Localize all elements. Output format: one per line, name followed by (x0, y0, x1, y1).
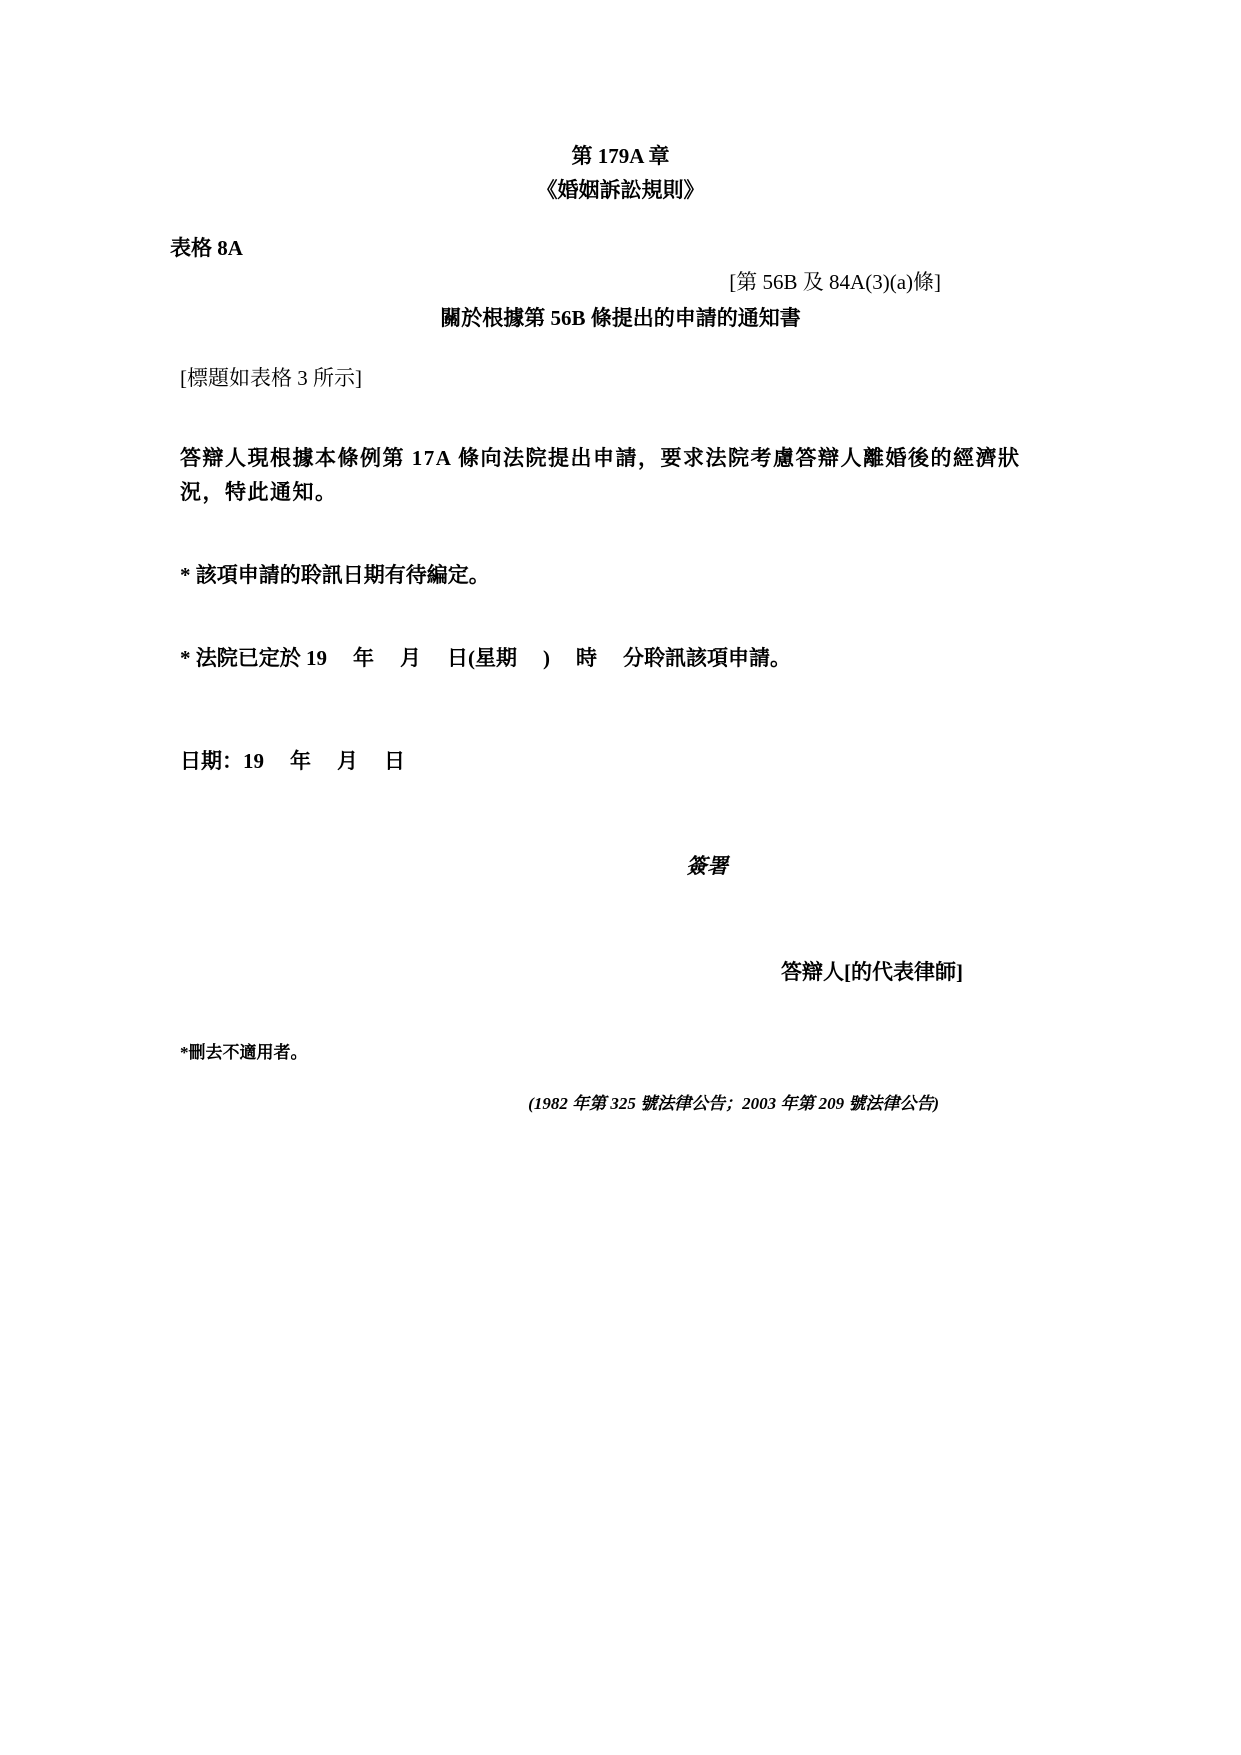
caption-note: [標題如表格 3 所示] (180, 366, 362, 390)
hearing-prefix: * 法院已定於 19 (180, 646, 327, 670)
form-number: 表格 8A (170, 236, 243, 260)
notice-paragraph-line2: 況，特此通知。 (180, 480, 338, 504)
form-heading: 關於根據第 56B 條提出的申請的通知書 (440, 306, 801, 330)
hearing-day-label: 日(星期 (447, 646, 517, 670)
date-year-label: 年 (290, 749, 311, 773)
hearing-year-label: 年 (353, 646, 374, 670)
signature-label: 簽署 (686, 854, 728, 878)
date-day-label: 日 (384, 749, 405, 773)
hearing-weekday-close: ) (543, 646, 550, 670)
rules-title: 《婚姻訴訟規則》 (536, 178, 705, 202)
date-month-label: 月 (337, 749, 358, 773)
date-line (180, 747, 405, 775)
sections-reference: [第 56B 及 84A(3)(a)條] (729, 270, 941, 294)
hearing-month-label: 月 (400, 646, 421, 670)
signatory-party: 答辯人[的代表律師] (781, 960, 963, 984)
hearing-hour-label: 時 (576, 646, 597, 670)
option-hearing-pending: * 該項申請的聆訊日期有待編定。 (180, 563, 490, 587)
notice-paragraph-line1: 答辯人現根據本條例第 17A 條向法院提出申請，要求法院考慮答辯人離婚後的經濟狀 (180, 446, 1021, 470)
footnote: *刪去不適用者。 (180, 1043, 308, 1062)
hearing-minute-label: 分聆訊該項申請。 (623, 646, 791, 670)
legal-notice-citation: (1982 年第 325 號法律公告；2003 年第 209 號法律公告) (528, 1094, 939, 1113)
date-prefix: 日期：19 (180, 749, 264, 773)
chapter-heading: 第 179A 章 (571, 144, 670, 168)
option-hearing-fixed (180, 644, 791, 672)
